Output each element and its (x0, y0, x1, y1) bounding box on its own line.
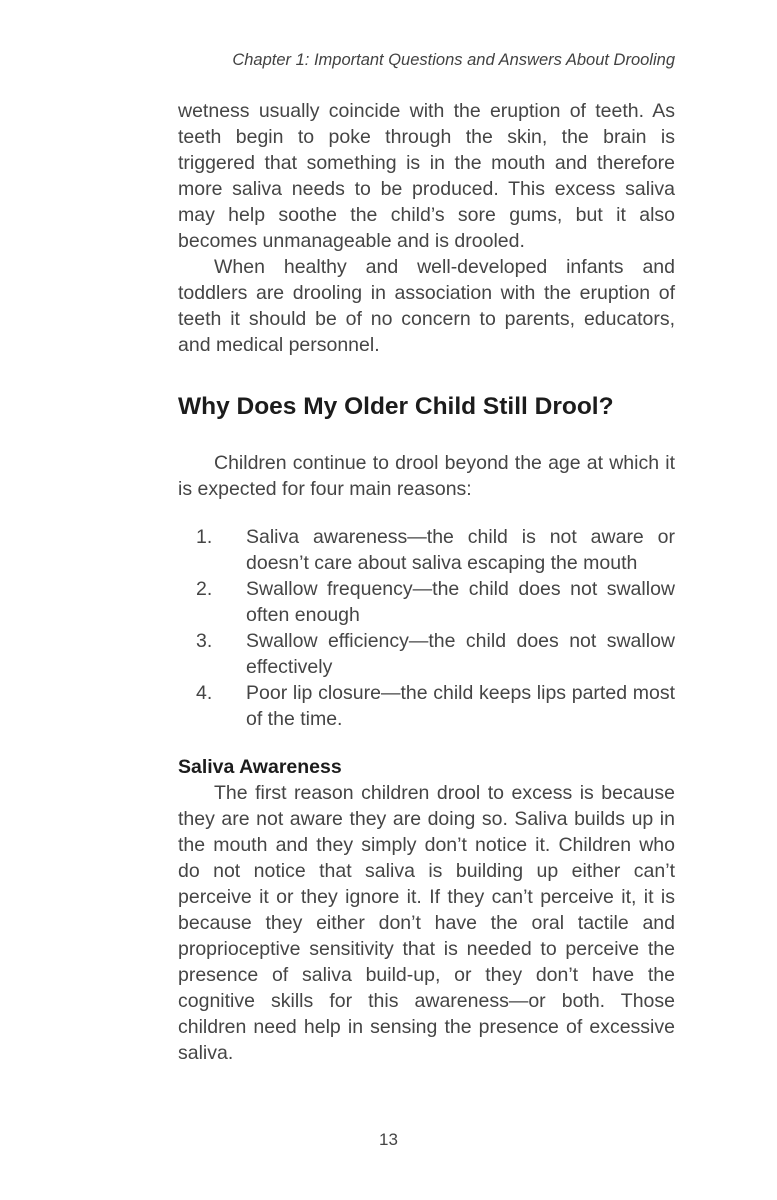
list-item (196, 680, 675, 732)
paragraph-continuation: wetness usually coincide with the eruption of teeth. As teeth begin to poke through the skin, the brain is triggered that something is in the mouth and therefore more saliva needs to be produced. This excess saliva may help soothe the child’s sore gums, but it also becomes unmanageable and is drooled. (178, 100, 675, 252)
running-header: Chapter 1: Important Questions and Answers About Drooling (232, 51, 675, 69)
list-item-number: 1. (196, 526, 213, 548)
page-number: 13 (379, 1130, 398, 1149)
list-item-text: Poor lip closure—the child keeps lips parted most of the time. (246, 682, 675, 730)
subsection-heading: Saliva Awareness (178, 756, 342, 778)
list-item (196, 524, 675, 576)
list-item-number: 3. (196, 630, 213, 652)
paragraph: The first reason children drool to excess is because they are not aware they are doing so. Saliva builds up in the mouth and they simply don’t notice it. Children who do not notice that saliva is building up either can’t perceive it or they ignore it. If they can’t perceive it, it is because they either don’t have the oral tactile and proprioceptive sensitivity that is needed to perceive the presence of saliva build-up, or they don’t have the cognitive skills for this awareness—or both. Those children need help in sensing the presence of excessive saliva. (178, 782, 675, 1064)
list-item-text: Swallow frequency—the child does not swallow often enough (246, 578, 675, 626)
list-item (196, 628, 675, 680)
list-item-text: Saliva awareness—the child is not aware or doesn’t care about saliva escaping the mouth (246, 526, 675, 574)
reasons-list (178, 524, 675, 732)
list-item-number: 4. (196, 682, 213, 704)
paragraph: Children continue to drool beyond the age at which it is expected for four main reasons: (178, 452, 675, 500)
page-body (178, 98, 675, 1066)
list-item-text: Swallow efficiency—the child does not swallow effectively (246, 630, 675, 678)
list-item-number: 2. (196, 578, 213, 600)
list-item (196, 576, 675, 628)
section-heading: Why Does My Older Child Still Drool? (178, 393, 614, 420)
paragraph: When healthy and well-developed infants and toddlers are drooling in association with the eruption of teeth it should be of no concern to parents, educators, and medical personnel. (178, 256, 675, 356)
